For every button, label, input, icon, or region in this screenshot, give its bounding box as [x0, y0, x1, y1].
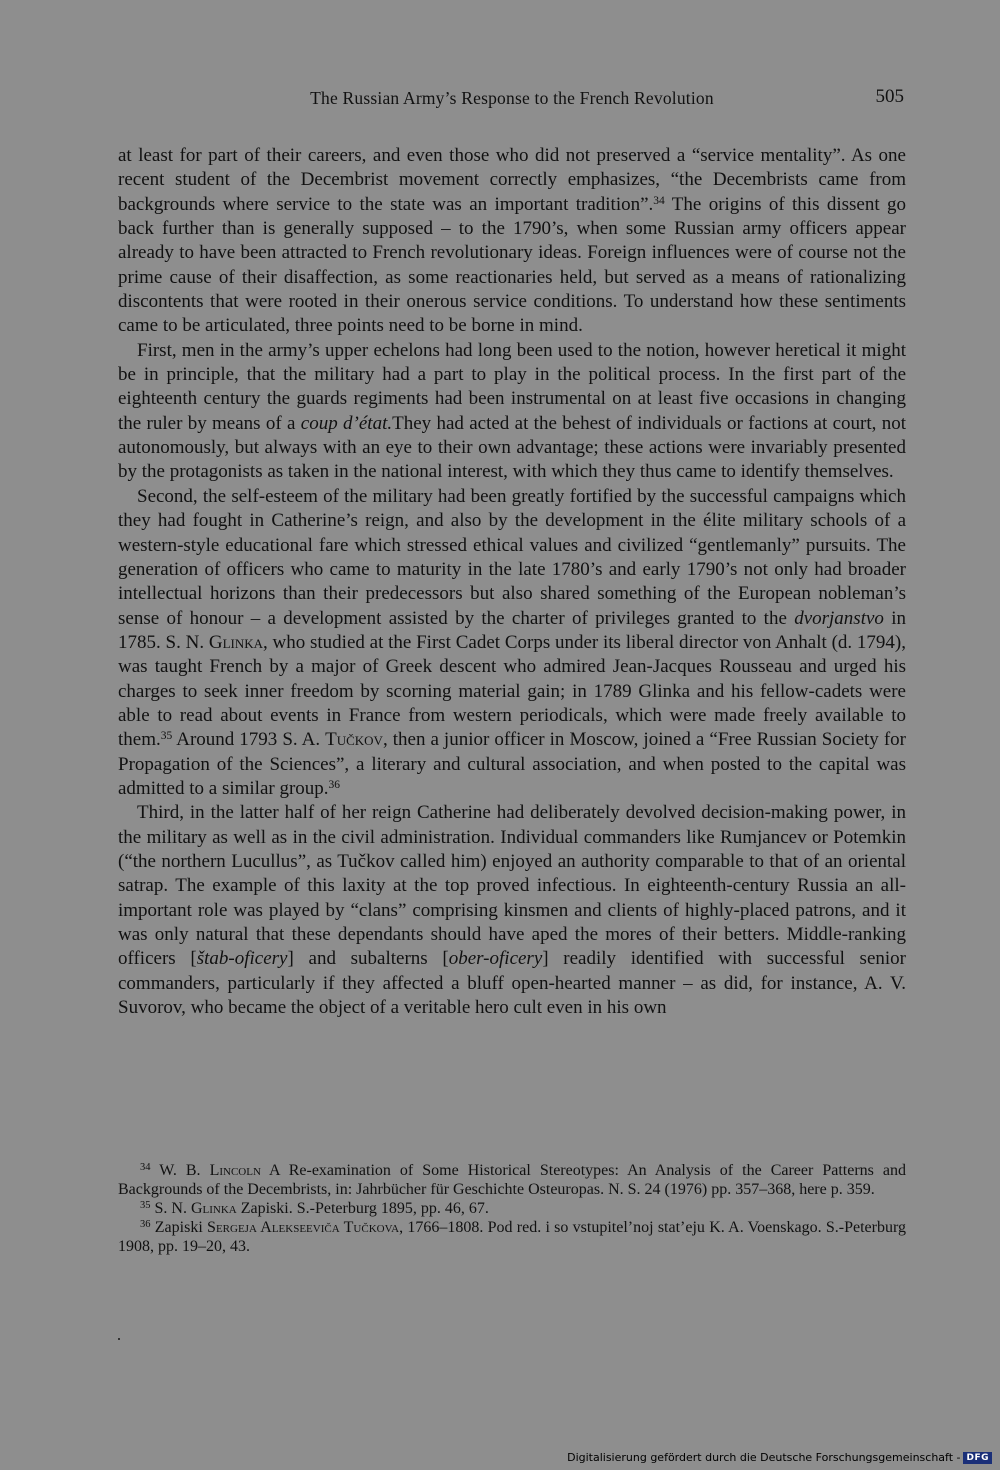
paragraph-3-text-a: Second, the self-esteem of the military had been greatly fortified by the successful campaigns which they had fought in Catherine’s reign, and also by the development in the élite military schools of a western-style educational fare which stressed ethical values and civilized “gentlemanly” pursuits. The generation of officers who came to maturity in the late 1780’s and early 1790’s not only had broader intellectual horizons than their predecessors but also shared something of the European nobleman’s sense of honour – a development assisted by the charter of privileges granted to the	[118, 485, 906, 629]
paragraph-3-smallcaps-tuckov: Tučkov	[325, 729, 383, 751]
footnote-text: Zapiski	[150, 1219, 208, 1237]
footnote-34	[118, 1161, 906, 1199]
footnotes	[118, 1161, 906, 1256]
paragraph-4-text-c: ] readily identified with successful senior commanders, particularly if they affected a bluff open-hearted manner – as did, for instance, A. V. Suvorov, who became the object of a veritable hero cult even in his own	[118, 948, 906, 1019]
paragraph-1-text-a: at least for part of their careers, and even those who did not preserved a “service mentality”. As one recent student of the Decembrist movement correctly emphasizes, “the Decembrists came from backgrounds where service to the state was an important tradition”.	[118, 145, 906, 215]
footnote-number: 35	[140, 1200, 151, 1212]
footnote-ref-35: 35	[160, 730, 173, 743]
credit-text: Digitalisierung gefördert durch die Deutsche Forschungsgemeinschaft -	[567, 1451, 961, 1464]
paragraph-1-text-b: The origins of this dissent go back further than is generally supposed – to the 1790’s, when some Russian army officers appear already to have been attracted to French revolutionary ideas. Foreign influences were of course not the prime cause of their disaffection, as some reactionaries held, but served as a means of rationalizing discontents that were rooted in their onerous service conditions. To understand how these sentiments came to be articulated, three points need to be borne in mind.	[118, 193, 906, 337]
page-header	[118, 88, 906, 118]
footnote-author: Glinka	[190, 1200, 237, 1218]
paragraph-3-smallcaps-glinka: Glinka	[208, 631, 263, 653]
footnote-text: S. N.	[150, 1200, 191, 1218]
paragraph-2-text-b: They had acted at the behest of individuals or factions at court, not autonomously, but always with an eye to their own advantage; these actions were invariably presented by the protagonists as taken in the national interest, with which they thus came to identify themselves.	[118, 412, 906, 483]
paragraph-3-text-c: , who studied at the First Cadet Corps under its liberal director von Anhalt (d. 1794), was taught French by a major of Greek descent who admired Jean-Jacques Rousseau and urged his charges to seek inner freedom by scorning material gain; in 1789 Glinka and his fellow-cadets were able to read about events in France from western periodicals, which were made freely available to them.	[118, 631, 906, 751]
paragraph-3-text-b: in 1785. S. N.	[118, 607, 906, 653]
paragraph-2	[118, 339, 906, 485]
paragraph-4-italic-2: ober-oficery	[448, 948, 543, 970]
footnote-text: Zapiski. S.-Peterburg 1895, pp. 46, 67.	[236, 1200, 489, 1218]
footnote-ref-34: 34	[653, 194, 665, 207]
footnote-ref-36: 36	[328, 778, 341, 791]
footnote-author: Lincoln	[209, 1162, 261, 1179]
footnote-36	[118, 1218, 906, 1256]
footnote-number: 36	[140, 1219, 151, 1231]
paragraph-1	[118, 144, 906, 339]
paragraph-3-text-d: Around 1793 S. A.	[172, 729, 326, 751]
digitization-credit	[567, 1451, 992, 1464]
footnote-text: W. B.	[150, 1162, 210, 1179]
paragraph-3-italic: dvorjanstvo	[794, 607, 884, 629]
footnote-text: A Re-examination of Some Historical Stereotypes: An Analysis of the Career Patterns and Backgrounds of the Decembrists, in: Jahrbücher für Geschichte Osteuropas. N. S. 24 (1976) pp. 357–368, here p. 359.	[118, 1162, 907, 1199]
paragraph-3	[118, 485, 906, 801]
dfg-logo-icon: DFG	[963, 1452, 992, 1464]
paragraph-2-italic: coup d’état.	[300, 412, 393, 434]
paragraph-4-text-b: ] and subalterns [	[287, 948, 449, 970]
footnote-35	[118, 1199, 906, 1218]
footnote-text: , 1766–1808. Pod red. i so vstupitel’noj stat’eju K. A. Voenskago. S.-Peterburg 1908, pp. 19–20, 43.	[118, 1219, 907, 1256]
paragraph-4	[118, 801, 906, 1020]
body-text	[118, 144, 906, 1020]
paragraph-2-text-a: First, men in the army’s upper echelons had long been used to the notion, however heretical it might be in principle, that the military had a part to play in the political process. In the first part of the eighteenth century the guards regiments had been instrumental on at least five occasions in changing the ruler by means of a	[118, 339, 906, 434]
running-title: The Russian Army’s Response to the French Revolution	[310, 88, 714, 108]
scan-speck	[118, 1338, 120, 1340]
paragraph-3-text-e: , then a junior officer in Moscow, joined a “Free Russian Society for Propagation of the Sciences”, a literary and cultural association, and when posted to the capital was admitted to a similar group.	[118, 729, 906, 799]
footnote-author: Sergeja Alekseeviča Tučkova	[207, 1219, 400, 1237]
paragraph-4-italic-1: štab-oficery	[196, 948, 288, 970]
page-number: 505	[875, 86, 904, 107]
footnote-number: 34	[140, 1162, 151, 1173]
paragraph-4-text-a: Third, in the latter half of her reign Catherine had deliberately devolved decision-making power, in the military as well as in the civil administration. Individual commanders like Rumjancev or Potemkin (“the northern Lucullus”, as Tučkov called him) enjoyed an authority comparable to that of an oriental satrap. The example of this laxity at the top proved infectious. In eighteenth-century Russia an all-important role was played by “clans” comprising kinsmen and clients of highly-placed patrons, and it was only natural that these dependants should have aped the mores of their betters. Middle-ranking officers [	[118, 802, 906, 970]
